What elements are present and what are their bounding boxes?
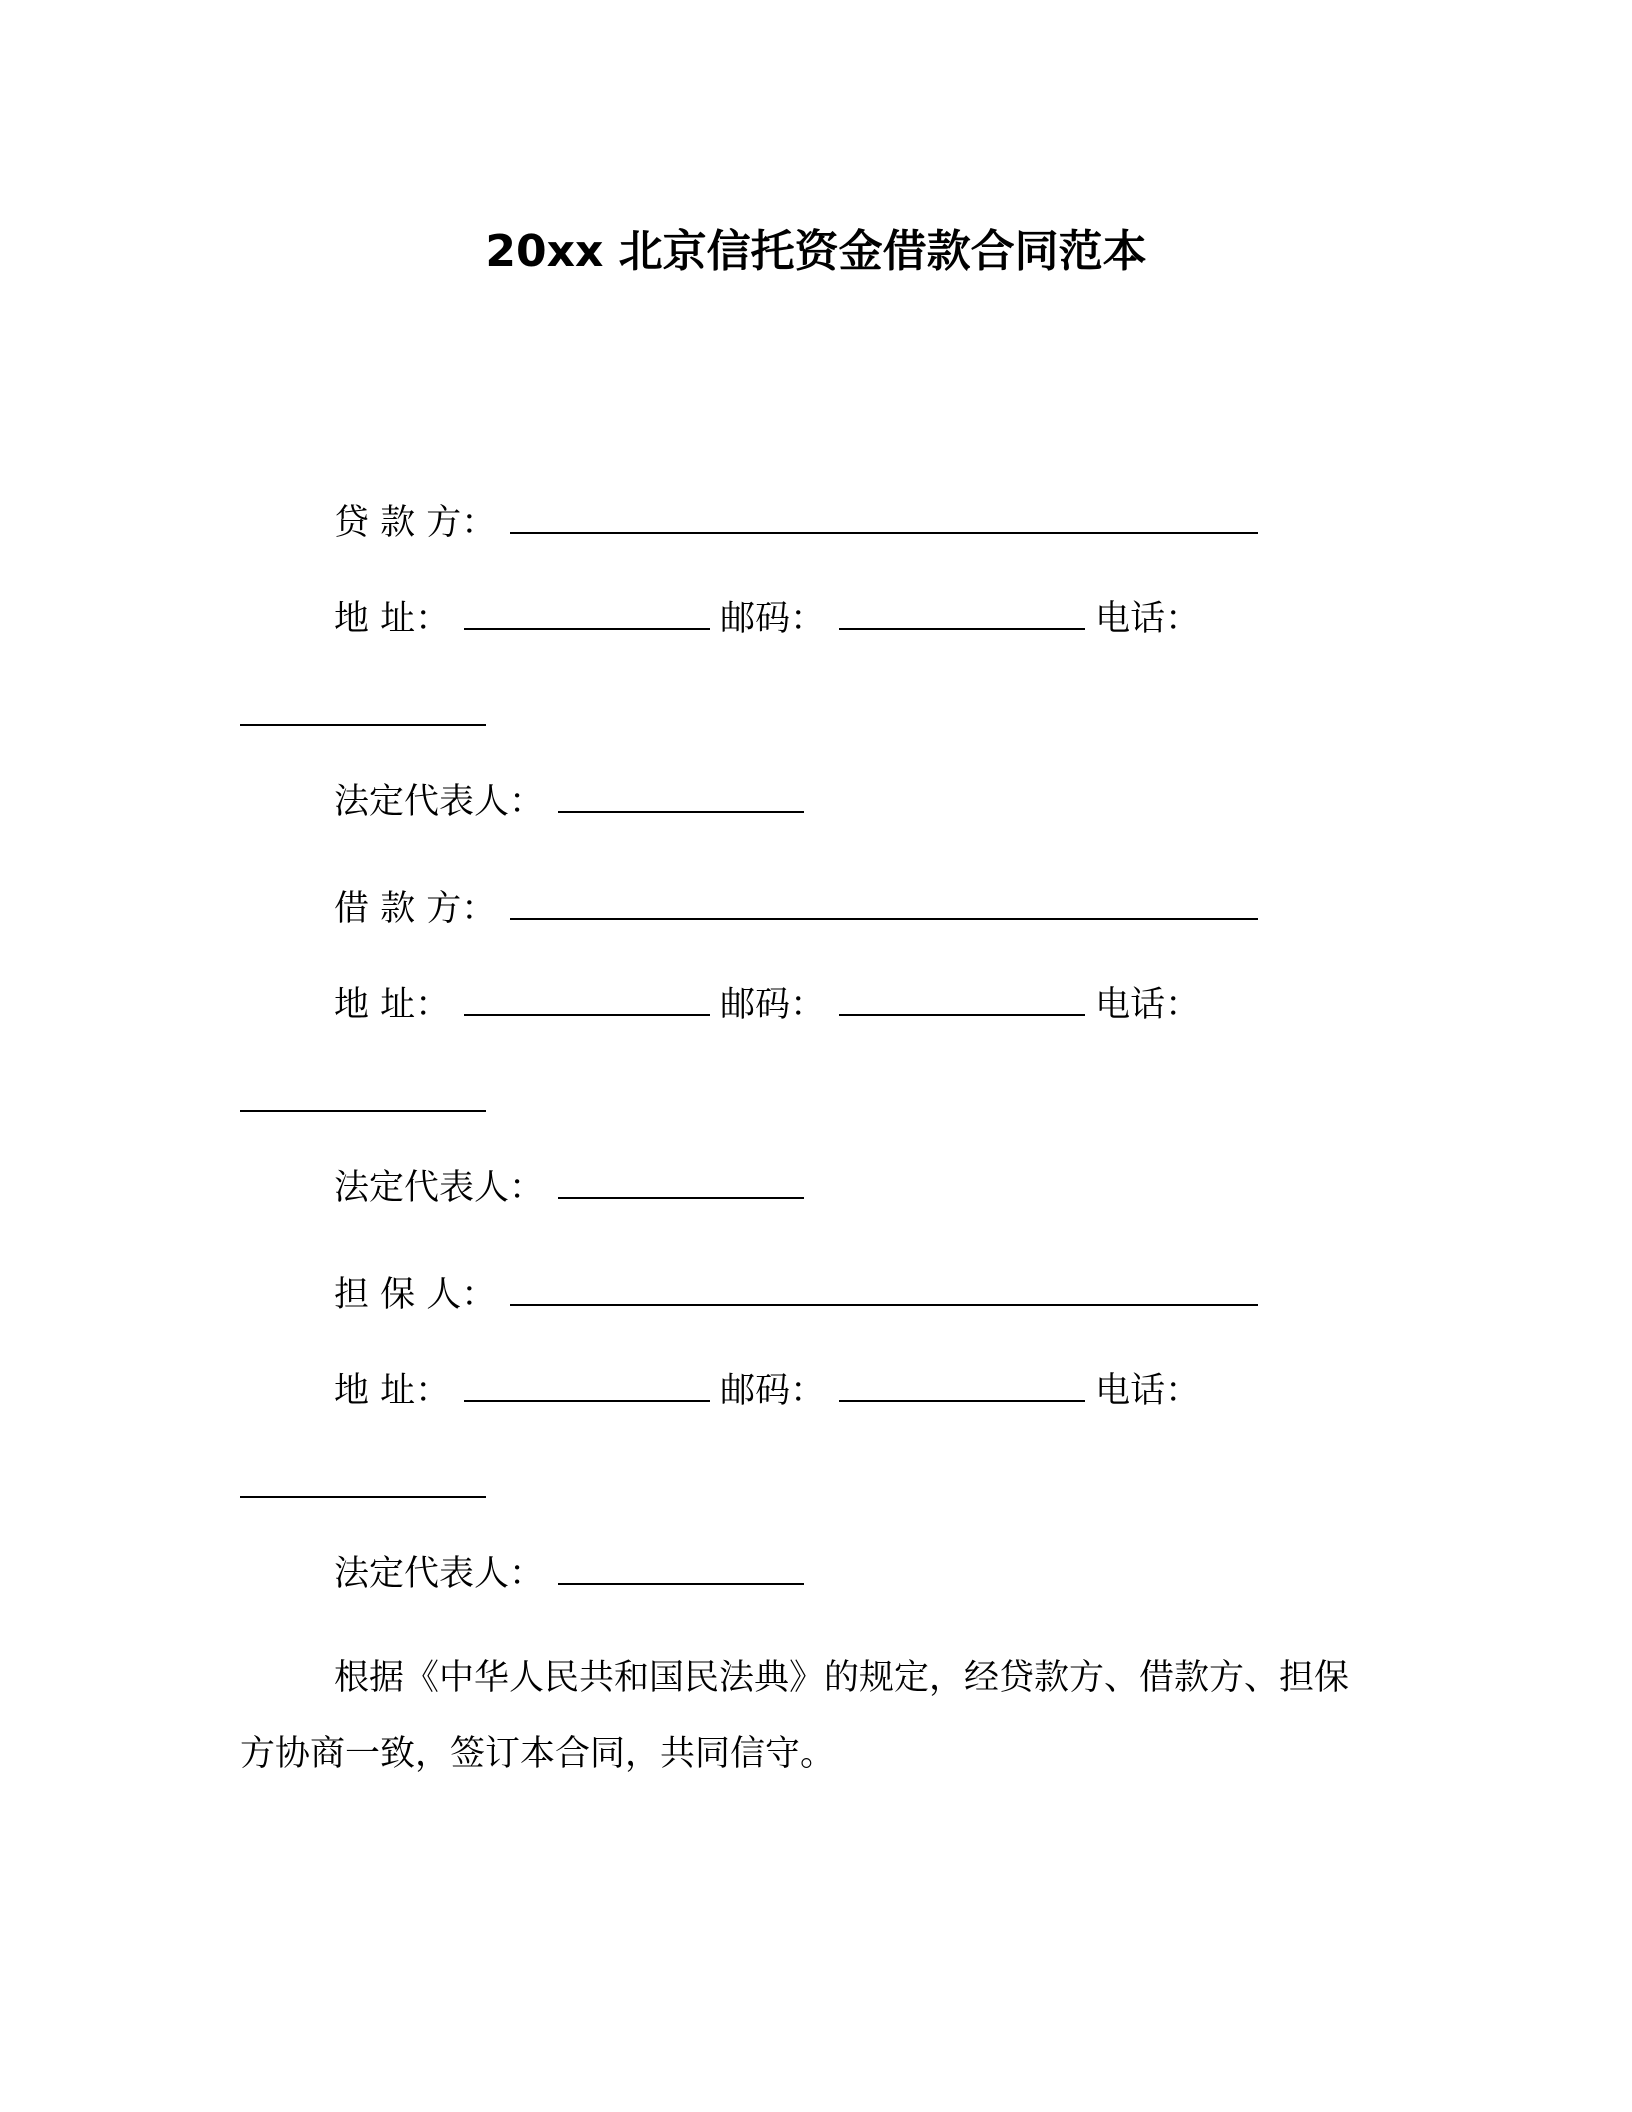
borrower-party-blank[interactable] xyxy=(510,884,1258,920)
borrower-rep-label: 法定代表人： xyxy=(334,1168,545,1208)
lender-address-blank[interactable] xyxy=(464,594,710,630)
borrower-phone-blank[interactable] xyxy=(240,1076,486,1112)
guarantor-rep-line xyxy=(334,1549,814,1599)
intro-paragraph: 根据《中华人民共和国民法典》的规定，经贷款方、借款方、担保方协商一致，签订本合同，共同信守。 xyxy=(240,1658,1350,1774)
lender-postcode-label: 邮码： xyxy=(720,599,826,639)
guarantor-phone-label: 电话： xyxy=(1095,1371,1201,1411)
lender-party-line xyxy=(334,498,1268,548)
guarantor-phone-line xyxy=(240,1462,496,1512)
lender-postcode-blank[interactable] xyxy=(839,594,1085,630)
lender-phone-line xyxy=(240,690,496,740)
borrower-address-label: 地 址： xyxy=(334,985,451,1025)
guarantor-address-label: 地 址： xyxy=(334,1371,451,1411)
guarantor-party-blank[interactable] xyxy=(510,1270,1258,1306)
guarantor-postcode-blank[interactable] xyxy=(839,1366,1085,1402)
lender-rep-line xyxy=(334,777,814,827)
lender-address-line xyxy=(334,594,1200,644)
guarantor-party-line xyxy=(334,1270,1268,1320)
lender-party-label: 贷 款 方： xyxy=(334,503,497,543)
borrower-party-line xyxy=(334,884,1268,934)
lender-rep-label: 法定代表人： xyxy=(334,782,545,822)
guarantor-address-blank[interactable] xyxy=(464,1366,710,1402)
borrower-address-line xyxy=(334,980,1200,1030)
document-title: 20xx 北京信托资金借款合同范本 xyxy=(485,226,1147,277)
borrower-rep-blank[interactable] xyxy=(558,1163,804,1199)
guarantor-rep-blank[interactable] xyxy=(558,1549,804,1585)
guarantor-address-line xyxy=(334,1366,1200,1416)
lender-address-label: 地 址： xyxy=(334,599,451,639)
borrower-phone-label: 电话： xyxy=(1095,985,1201,1025)
borrower-postcode-label: 邮码： xyxy=(720,985,826,1025)
borrower-phone-line xyxy=(240,1076,496,1126)
guarantor-rep-label: 法定代表人： xyxy=(334,1554,545,1594)
borrower-address-blank[interactable] xyxy=(464,980,710,1016)
borrower-rep-line xyxy=(334,1163,814,1213)
lender-rep-blank[interactable] xyxy=(558,777,804,813)
lender-phone-blank[interactable] xyxy=(240,690,486,726)
guarantor-phone-blank[interactable] xyxy=(240,1462,486,1498)
lender-phone-label: 电话： xyxy=(1095,599,1201,639)
borrower-party-label: 借 款 方： xyxy=(334,889,497,929)
borrower-postcode-blank[interactable] xyxy=(839,980,1085,1016)
guarantor-postcode-label: 邮码： xyxy=(720,1371,826,1411)
lender-party-blank[interactable] xyxy=(510,498,1258,534)
guarantor-party-label: 担 保 人： xyxy=(334,1275,497,1315)
